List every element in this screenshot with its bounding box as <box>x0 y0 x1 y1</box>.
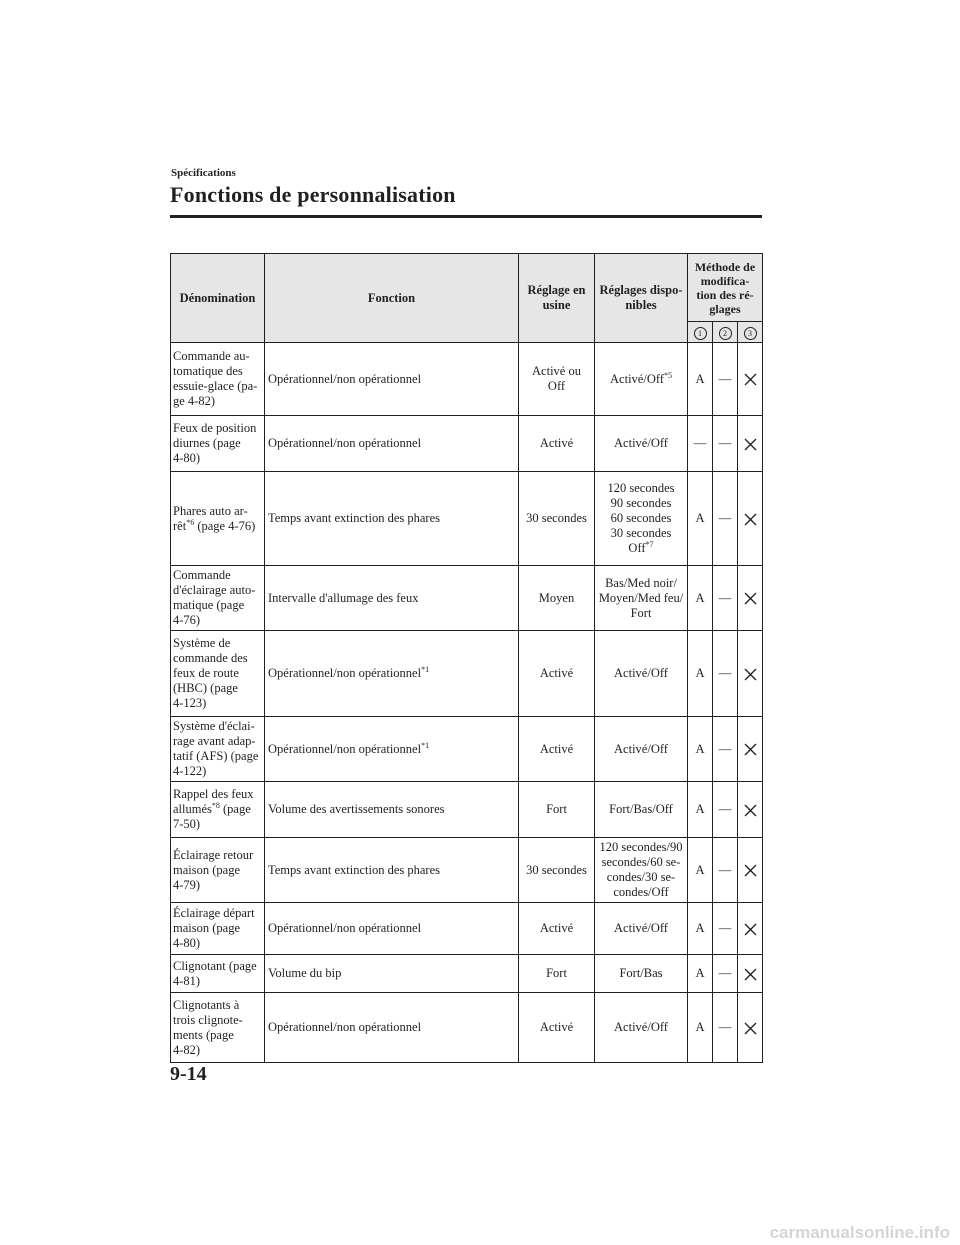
table-row <box>171 955 763 993</box>
cell-method-3 <box>738 782 763 838</box>
cell-available-settings: Activé/Off <box>595 717 688 782</box>
x-icon <box>744 802 757 816</box>
x-icon <box>744 666 757 680</box>
cell-available-settings: Activé/Off <box>595 993 688 1063</box>
cell-method-2: — <box>713 838 738 903</box>
cell-method-2: — <box>713 955 738 993</box>
cell-method-1: A <box>688 903 713 955</box>
cell-name: Feux de position diurnes (page 4-80) <box>171 416 265 472</box>
cell-method-2: — <box>713 717 738 782</box>
cell-available-settings: 120 secondes/90 secondes/60 se- condes/30 se- condes/Off <box>595 838 688 903</box>
x-icon <box>744 966 757 980</box>
cell-method-2: — <box>713 993 738 1063</box>
cell-method-1: A <box>688 566 713 631</box>
cell-function: Opérationnel/non opérationnel <box>265 903 519 955</box>
table-row <box>171 472 763 566</box>
cell-method-3 <box>738 631 763 717</box>
x-icon <box>744 591 757 605</box>
x-icon <box>744 863 757 877</box>
cell-available-settings: 120 secondes 90 secondes 60 secondes 30 secondes Off$^{*7}$ <box>595 472 688 566</box>
cell-factory-setting: Activé ou Off <box>519 343 595 416</box>
header-function: Fonction <box>265 254 519 343</box>
header-method-1: 1 <box>688 322 713 343</box>
cell-name: Phares auto ar- rêt$^{*6}$ (page 4-76) <box>171 472 265 566</box>
cell-method-3 <box>738 955 763 993</box>
cell-name: Système de commande des feux de route (HBC) (page 4-123) <box>171 631 265 717</box>
customization-table <box>170 253 763 1063</box>
cell-available-settings: Fort/Bas <box>595 955 688 993</box>
cell-name: Clignotant (page 4-81) <box>171 955 265 993</box>
cell-factory-setting: Fort <box>519 782 595 838</box>
cell-factory-setting: Activé <box>519 416 595 472</box>
cell-method-1: A <box>688 472 713 566</box>
cell-method-1: A <box>688 993 713 1063</box>
header-name: Dénomination <box>171 254 265 343</box>
x-icon <box>744 742 757 756</box>
title-divider <box>170 215 762 218</box>
cell-available-settings: Activé/Off <box>595 416 688 472</box>
cell-factory-setting: 30 secondes <box>519 472 595 566</box>
cell-available-settings: Fort/Bas/Off <box>595 782 688 838</box>
cell-method-3 <box>738 343 763 416</box>
cell-method-1: A <box>688 782 713 838</box>
section-label: Spécifications <box>171 167 236 179</box>
cell-method-1: A <box>688 343 713 416</box>
x-icon <box>744 436 757 450</box>
cell-available-settings: Activé/Off <box>595 903 688 955</box>
cell-name: Commande au- tomatique des essuie-glace (pa- ge 4-82) <box>171 343 265 416</box>
cell-function: Intervalle d'allumage des feux <box>265 566 519 631</box>
cell-method-1: A <box>688 838 713 903</box>
cell-factory-setting: Moyen <box>519 566 595 631</box>
cell-method-3 <box>738 717 763 782</box>
cell-method-1: A <box>688 717 713 782</box>
table-row <box>171 416 763 472</box>
watermark: carmanualsonline.info <box>769 1223 950 1242</box>
header-method-3: 3 <box>738 322 763 343</box>
cell-name: Commande d'éclairage auto- matique (page 4-76) <box>171 566 265 631</box>
table-row <box>171 993 763 1063</box>
cell-function: Opérationnel/non opérationnel$^{*1}$ <box>265 631 519 717</box>
header-method-2: 2 <box>713 322 738 343</box>
cell-factory-setting: Activé <box>519 717 595 782</box>
cell-method-2: — <box>713 416 738 472</box>
cell-factory-setting: 30 secondes <box>519 838 595 903</box>
header-factory-setting: Réglage en usine <box>519 254 595 343</box>
cell-name: Éclairage retour maison (page 4-79) <box>171 838 265 903</box>
cell-function: Temps avant extinction des phares <box>265 472 519 566</box>
cell-available-settings: Bas/Med noir/ Moyen/Med feu/ Fort <box>595 566 688 631</box>
cell-factory-setting: Activé <box>519 631 595 717</box>
cell-function: Opérationnel/non opérationnel <box>265 416 519 472</box>
cell-method-2: — <box>713 343 738 416</box>
cell-name: Rappel des feux allumés$^{*8}$ (page 7-50) <box>171 782 265 838</box>
cell-method-2: — <box>713 782 738 838</box>
cell-method-1: — <box>688 416 713 472</box>
table-row <box>171 903 763 955</box>
cell-method-2: — <box>713 472 738 566</box>
cell-function: Temps avant extinction des phares <box>265 838 519 903</box>
cell-factory-setting: Activé <box>519 903 595 955</box>
cell-method-2: — <box>713 631 738 717</box>
cell-name: Éclairage départ maison (page 4-80) <box>171 903 265 955</box>
cell-method-3 <box>738 903 763 955</box>
cell-available-settings: Activé/Off$^{*5}$ <box>595 343 688 416</box>
cell-method-2: — <box>713 903 738 955</box>
page-number: 9-14 <box>170 1063 207 1085</box>
cell-method-1: A <box>688 955 713 993</box>
cell-factory-setting: Fort <box>519 955 595 993</box>
cell-method-3 <box>738 416 763 472</box>
cell-method-3 <box>738 566 763 631</box>
cell-method-3 <box>738 993 763 1063</box>
page-title: Fonctions de personnalisation <box>170 182 456 207</box>
header-method: Méthode de modifica- tion des ré- glages <box>688 254 763 322</box>
cell-name: Système d'éclai- rage avant adap- tatif (AFS) (page 4-122) <box>171 717 265 782</box>
table-row <box>171 631 763 717</box>
table-row <box>171 782 763 838</box>
cell-function: Opérationnel/non opérationnel <box>265 343 519 416</box>
x-icon <box>744 511 757 525</box>
cell-factory-setting: Activé <box>519 993 595 1063</box>
table-row <box>171 566 763 631</box>
header-available-settings: Réglages dispo- nibles <box>595 254 688 343</box>
table-row <box>171 343 763 416</box>
cell-function: Opérationnel/non opérationnel <box>265 993 519 1063</box>
cell-function: Volume du bip <box>265 955 519 993</box>
cell-method-2: — <box>713 566 738 631</box>
cell-method-3 <box>738 838 763 903</box>
cell-function: Volume des avertissements sonores <box>265 782 519 838</box>
cell-available-settings: Activé/Off <box>595 631 688 717</box>
x-icon <box>744 372 757 386</box>
table-row <box>171 838 763 903</box>
cell-method-3 <box>738 472 763 566</box>
cell-function: Opérationnel/non opérationnel$^{*1}$ <box>265 717 519 782</box>
x-icon <box>744 1020 757 1034</box>
cell-method-1: A <box>688 631 713 717</box>
cell-name: Clignotants à trois clignote- ments (page 4-82) <box>171 993 265 1063</box>
table-row <box>171 717 763 782</box>
x-icon <box>744 921 757 935</box>
